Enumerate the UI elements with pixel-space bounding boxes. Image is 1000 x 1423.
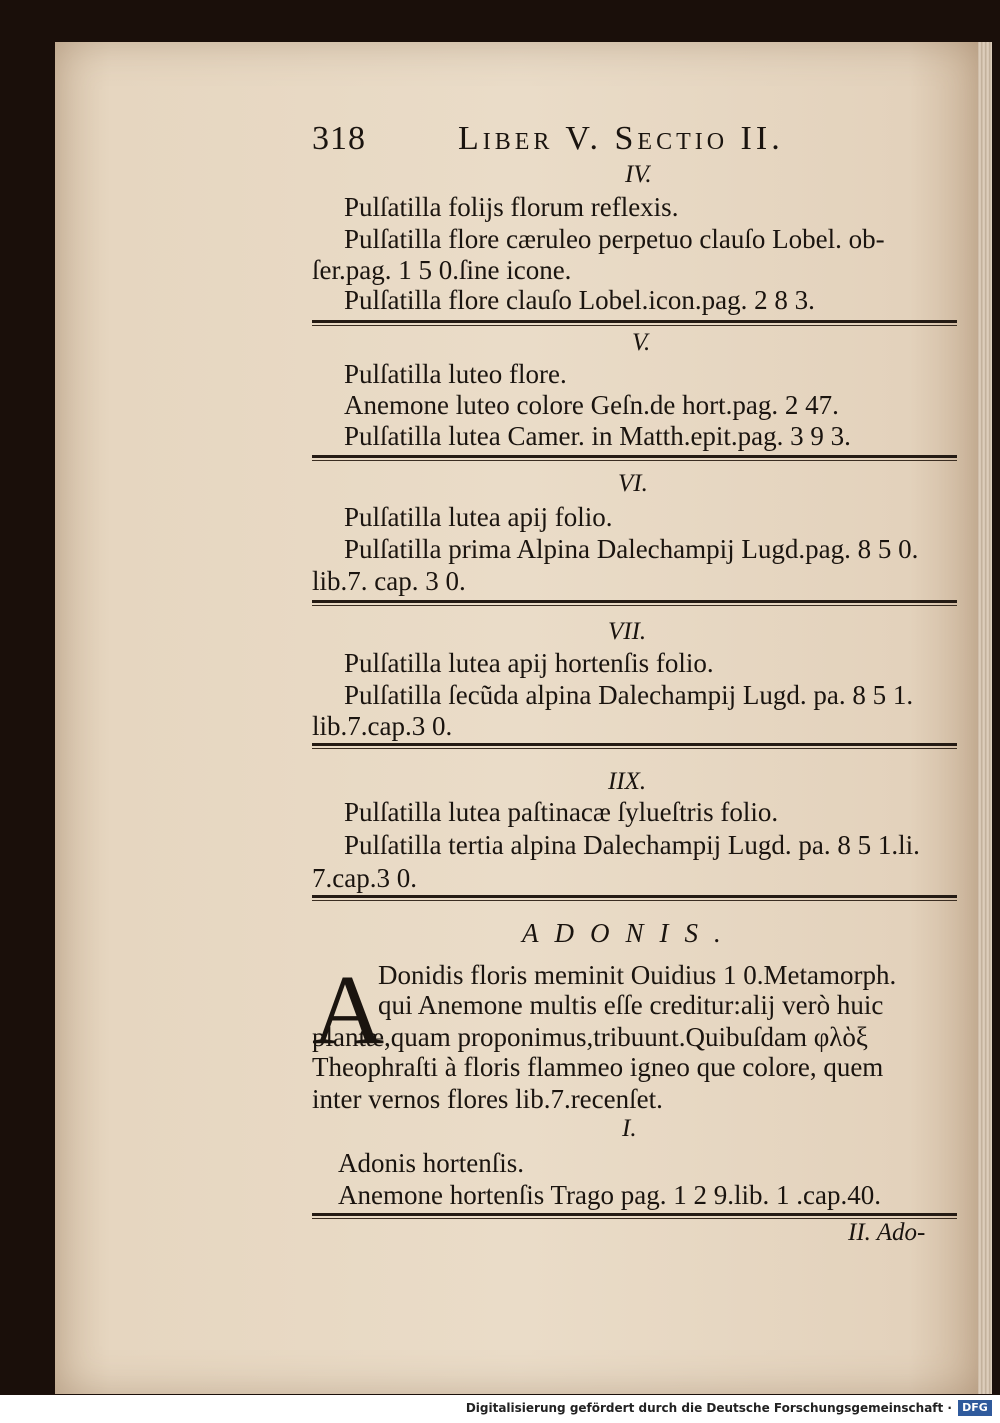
entry-line: Anemone hortenſis Trago pag. 1 2 9.lib. 1 .cap.40. [338, 1180, 881, 1210]
section-numeral: IV. [625, 161, 652, 188]
entry-line: Pulſatilla lutea apij folio. [344, 502, 613, 532]
divider-rule [312, 455, 957, 458]
running-title: Liber V. Sectio II. [458, 120, 784, 157]
entry-line: Pulſatilla prima Alpina Dalechampij Lugd.pag. 8 5 0. [344, 534, 919, 564]
entry-line: Pulſatilla folijs florum reflexis. [344, 192, 679, 222]
entry-line: Pulſatilla lutea paſtinacæ ſylueſtris folio. [344, 797, 779, 827]
body-line: inter vernos flores lib.7.recenſet. [312, 1084, 663, 1114]
entry-line: Adonis hortenſis. [338, 1148, 524, 1178]
dfg-logo: DFG [958, 1400, 992, 1416]
entry-line: lib.7. cap. 3 0. [312, 566, 466, 596]
divider-rule [312, 743, 957, 746]
drop-cap: A [312, 954, 385, 1065]
adonis-heading: ADONIS. [522, 918, 737, 948]
section-numeral: V. [632, 329, 651, 356]
page-number: 318 [312, 120, 366, 157]
entry-line: Pulſatilla tertia alpina Dalechampij Lugd. pa. 8 5 1.li. [344, 830, 920, 860]
divider-rule [312, 320, 957, 323]
entry-line: 7.cap.3 0. [312, 863, 417, 893]
footer-credit: Digitalisierung gefördert durch die Deutsche Forschungsgemeinschaft · [465, 1401, 952, 1415]
section-numeral: IIX. [608, 768, 647, 795]
entry-line: Anemone luteo colore Geſn.de hort.pag. 2 47. [344, 390, 839, 420]
entry-line: Pulſatilla ſecũda alpina Dalechampij Lugd. pa. 8 5 1. [344, 680, 914, 710]
page-edge [978, 42, 992, 1394]
entry-line: lib.7.cap.3 0. [312, 711, 453, 741]
entry-line: ſer.pag. 1 5 0.ſine icone. [312, 255, 572, 285]
section-numeral: I. [622, 1115, 637, 1142]
divider-rule [312, 895, 957, 898]
body-line: plantæ,quam proponimus,tribuunt.Quibuſdam φλὸξ [312, 1022, 868, 1052]
section-numeral: VI. [618, 470, 648, 497]
body-line: qui Anemone multis eſſe creditur:alij verò huic [378, 990, 884, 1020]
entry-line: Pulſatilla flore cæruleo perpetuo clauſo Lobel. ob- [344, 224, 885, 254]
entry-line: Pulſatilla lutea apij hortenſis folio. [344, 648, 714, 678]
divider-rule [312, 600, 957, 603]
entry-line: Pulſatilla flore clauſo Lobel.icon.pag. 2 8 3. [344, 285, 815, 315]
footer-bar [0, 1395, 1000, 1423]
body-line: Donidis floris meminit Ouidius 1 0.Metamorph. [378, 960, 897, 990]
catchword: II. Ado- [848, 1219, 926, 1246]
entry-line: Pulſatilla lutea Camer. in Matth.epit.pag. 3 9 3. [344, 421, 851, 451]
divider-rule [312, 1213, 957, 1216]
section-numeral: VII. [608, 618, 647, 645]
entry-line: Pulſatilla luteo flore. [344, 359, 567, 389]
body-line: Theophraſti à floris flammeo igneo que colore, quem [312, 1052, 884, 1082]
